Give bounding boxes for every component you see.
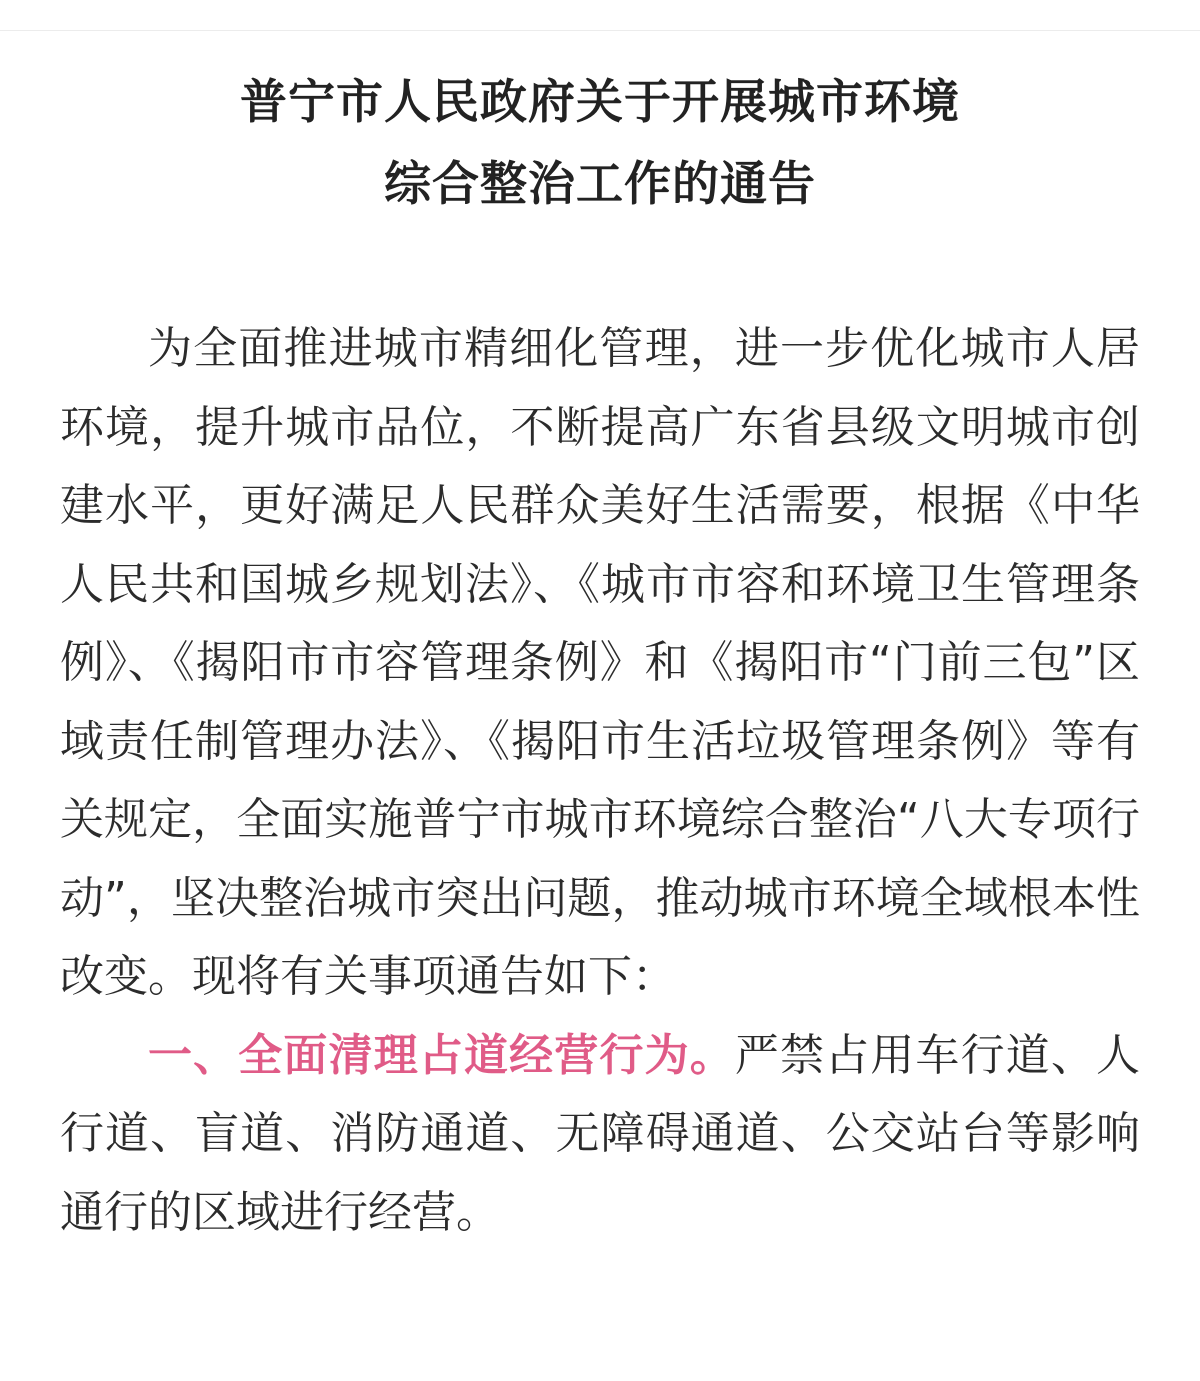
intro-paragraph: 为全面推进城市精细化管理，进一步优化城市人居环境，提升城市品位，不断提高广东省县级文明城市创建水平，更好满足人民群众美好生活需要，根据《中华人民共和国城乡规划法》、《城市市容和环境卫生管理条例》、《揭阳市市容管理条例》和《揭阳市“门前三包”区域责任制管理办法》、《揭阳市生活垃圾管理条例》等有关规定，全面实施普宁市城市环境综合整治“八大专项行动”，坚决整治城市突出问题，推动城市环境全域根本性改变。现将有关事项通告如下： (60, 323, 1140, 1002)
section-1-text: 严禁占用车行道、人行道、盲道、消防通道、无障碍通道、公交站台等影响通行的区域进行经营。 (60, 1029, 1141, 1238)
top-divider (0, 30, 1200, 31)
title-line-2: 综合整治工作的通告 (384, 157, 816, 212)
section-1-paragraph (60, 1017, 1140, 1253)
section-1-heading: 一、全面清理占道经营行为。 (148, 1029, 735, 1081)
document-body (60, 310, 1140, 1252)
document-title (0, 62, 1200, 226)
title-line-1: 普宁市人民政府关于开展城市环境 (240, 75, 960, 130)
